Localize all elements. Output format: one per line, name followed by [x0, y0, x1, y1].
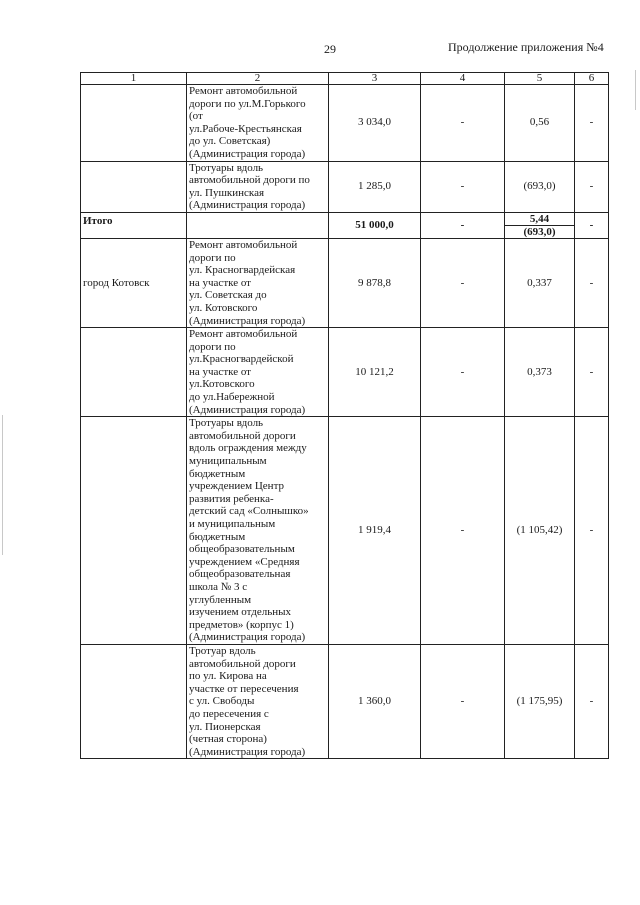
column-5-cell: (1 175,95) — [505, 644, 575, 758]
description-line: детский сад «Солнышко» — [189, 505, 309, 518]
description-line: ул. Котовского — [189, 301, 258, 314]
table-row — [81, 328, 609, 417]
column-header: 3 — [329, 73, 421, 85]
column-5-cell — [505, 212, 575, 238]
table-row — [81, 161, 609, 212]
table-row — [81, 644, 609, 758]
total-row — [81, 212, 609, 238]
column-6-cell: - — [575, 328, 609, 417]
place-cell — [81, 644, 187, 758]
description-line: Тротуары вдоль — [189, 161, 264, 174]
amount-cell: 10 121,2 — [329, 328, 421, 417]
description-cell — [187, 161, 329, 212]
column-4-cell: - — [421, 161, 505, 212]
description-line: развития ребенка- — [189, 492, 274, 505]
column-header: 4 — [421, 73, 505, 85]
amount-cell: 1 285,0 — [329, 161, 421, 212]
description-line: бюджетным — [189, 530, 246, 543]
column-5-line: 5,44 — [529, 212, 550, 225]
description-line: автомобильной дороги — [189, 429, 296, 442]
column-4-cell: - — [421, 328, 505, 417]
table-body — [81, 85, 609, 759]
description-line: Ремонт автомобильной — [189, 328, 298, 341]
column-header: 1 — [81, 73, 187, 85]
description-line: бюджетным — [189, 467, 246, 480]
column-6-cell: - — [575, 85, 609, 162]
column-4-cell: - — [421, 238, 505, 327]
amount-cell: 1 360,0 — [329, 644, 421, 758]
description-line: (от — [189, 110, 203, 123]
description-cell — [187, 238, 329, 327]
table-row — [81, 238, 609, 327]
description-line: предметов» (корпус 1) — [189, 618, 294, 631]
column-6-cell: - — [575, 417, 609, 645]
place-cell — [81, 161, 187, 212]
description-line: до ул. Советская) — [189, 135, 271, 148]
scan-edge-mark — [635, 70, 636, 110]
column-4-cell: - — [421, 417, 505, 645]
column-4-cell: - — [421, 644, 505, 758]
place-cell — [81, 417, 187, 645]
place-cell: Итого — [81, 212, 187, 238]
column-4-cell: - — [421, 212, 505, 238]
description-cell — [187, 417, 329, 645]
table-row — [81, 417, 609, 645]
description-line: ул.Рабоче-Крестьянская — [189, 122, 302, 135]
description-line: общеобразовательная — [189, 568, 291, 581]
description-line: (Администрация города) — [189, 199, 306, 212]
description-line: автомобильной дороги по — [189, 174, 310, 187]
amount-cell: 9 878,8 — [329, 238, 421, 327]
funding-table — [80, 72, 609, 759]
description-line: вдоль ограждения между — [189, 442, 307, 455]
column-header: 2 — [187, 73, 329, 85]
place-cell: город Котовск — [81, 238, 187, 327]
appendix-label: Продолжение приложения №4 — [448, 40, 604, 54]
column-6-cell: - — [575, 212, 609, 238]
description-line: (Администрация города) — [189, 314, 306, 327]
description-line: Ремонт автомобильной — [189, 238, 298, 251]
description-line: дороги по ул.М.Горького — [189, 97, 306, 110]
description-line: до ул.Набережной — [189, 391, 275, 404]
description-line: (четная сторона) — [189, 733, 267, 746]
description-line: изучением отдельных — [189, 606, 292, 619]
description-line: на участке от — [189, 276, 251, 289]
description-line: муниципальным — [189, 455, 267, 468]
description-line: углубленным — [189, 593, 252, 606]
column-header: 5 — [505, 73, 575, 85]
description-line: Тротуар вдоль — [189, 644, 256, 657]
description-line: ул. Советская до — [189, 289, 267, 302]
description-line: с ул. Свободы — [189, 695, 255, 708]
description-line: Тротуары вдоль — [189, 417, 264, 430]
column-6-cell: - — [575, 238, 609, 327]
scan-edge-mark — [2, 415, 3, 555]
place-cell — [81, 85, 187, 162]
description-line: дороги по — [189, 251, 236, 264]
description-cell — [187, 85, 329, 162]
description-line: ул. Красногвардейская — [189, 264, 296, 277]
column-5-cell: (1 105,42) — [505, 417, 575, 645]
amount-cell: 1 919,4 — [329, 417, 421, 645]
place-cell — [81, 328, 187, 417]
table-row — [81, 85, 609, 162]
description-line: на участке от — [189, 365, 251, 378]
description-line: ул. Пионерская — [189, 720, 261, 733]
column-6-cell: - — [575, 644, 609, 758]
description-line: ул. Пушкинская — [189, 186, 265, 199]
description-line: участке от пересечения — [189, 682, 299, 695]
description-cell — [187, 212, 329, 238]
column-5-cell: 0,56 — [505, 85, 575, 162]
description-line: (Администрация города) — [189, 403, 306, 416]
amount-cell: 3 034,0 — [329, 85, 421, 162]
column-number-row — [81, 73, 609, 85]
description-line: (Администрация города) — [189, 745, 306, 758]
column-5-line: (693,0) — [505, 225, 574, 238]
description-line: по ул. Кирова на — [189, 670, 267, 683]
amount-cell: 51 000,0 — [329, 212, 421, 238]
description-line: до пересечения с — [189, 707, 269, 720]
description-line: и муниципальным — [189, 518, 276, 530]
description-line: (Администрация города) — [189, 631, 306, 644]
column-6-cell: - — [575, 161, 609, 212]
column-4-cell: - — [421, 85, 505, 162]
description-line: ул.Красногвардейской — [189, 353, 294, 366]
description-line: Ремонт автомобильной — [189, 85, 298, 97]
description-line: учреждением Центр — [189, 480, 285, 493]
description-line: дороги по — [189, 340, 236, 353]
column-5-cell: (693,0) — [505, 161, 575, 212]
column-header: 6 — [575, 73, 609, 85]
description-line: автомобильной дороги — [189, 657, 296, 670]
column-5-cell: 0,373 — [505, 328, 575, 417]
description-line: (Администрация города) — [189, 147, 306, 160]
page-number: 29 — [324, 42, 336, 56]
description-cell — [187, 328, 329, 417]
description-line: школа № 3 с — [189, 580, 248, 593]
column-5-cell: 0,337 — [505, 238, 575, 327]
description-cell — [187, 644, 329, 758]
description-line: ул.Котовского — [189, 378, 255, 391]
description-line: общеобразовательным — [189, 543, 295, 556]
description-line: учреждением «Средняя — [189, 555, 300, 568]
